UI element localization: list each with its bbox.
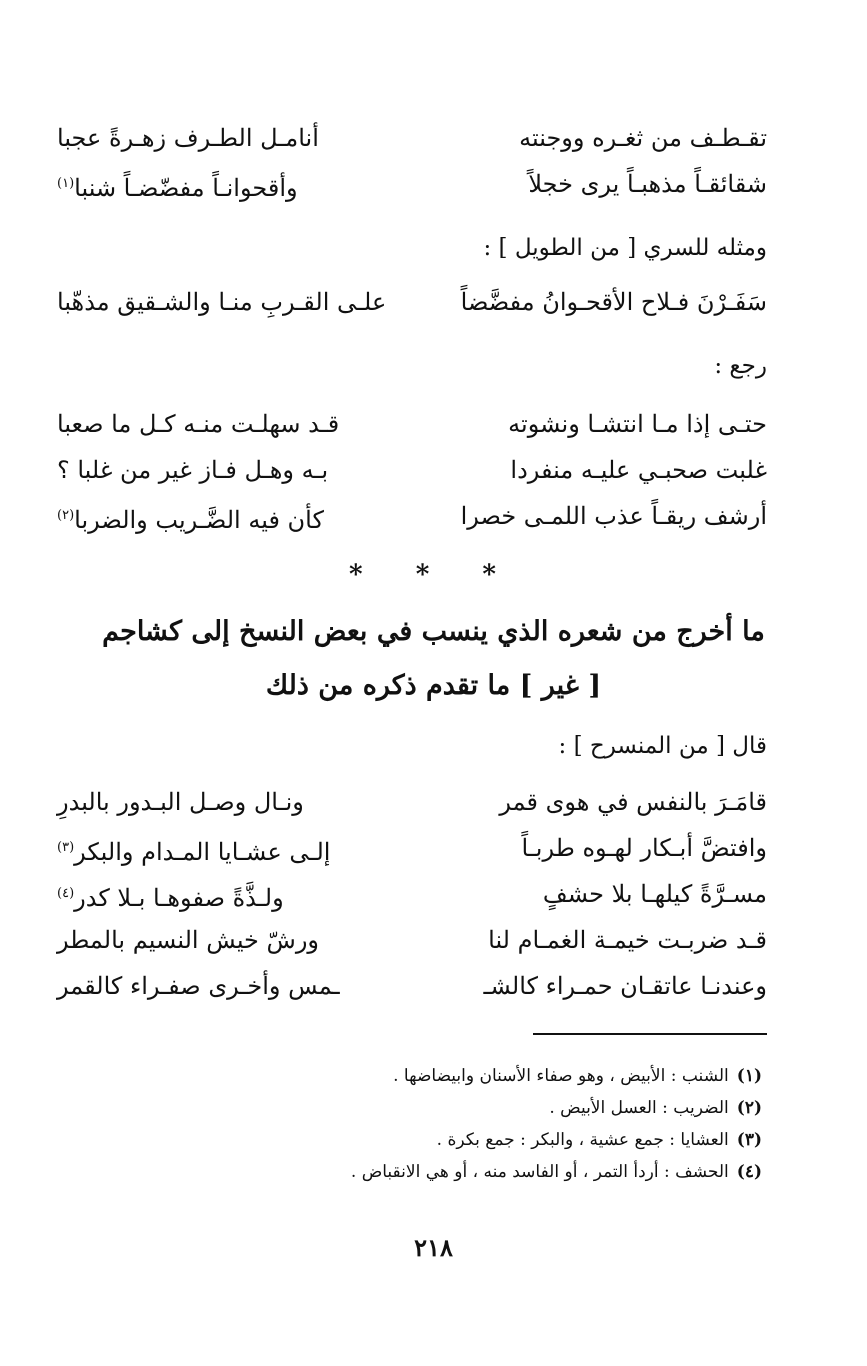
second-hemistich: ونـال وصـل البـدور بالبدرِ <box>57 788 304 816</box>
section-separator: * * * <box>349 560 518 590</box>
first-hemistich: شقائقـاً مذهبـاً يرى خجلاً <box>528 170 767 198</box>
section-subheading: [ غير ] ما تقدم ذكره من ذلك <box>265 670 602 701</box>
first-hemistich: قامَـرَ بالنفس في هوى قمر <box>499 788 767 816</box>
meter-line: قال [ من المنسرح ] : <box>558 733 767 759</box>
verse-line <box>57 282 767 328</box>
verse-line <box>57 874 767 920</box>
poem-3 <box>57 404 767 542</box>
footnote-marker: (٣) <box>57 840 75 855</box>
footnote-marker: (٢) <box>57 508 75 523</box>
second-hemistich: كأن فيه الضَّـريب والضربا$^{(٢)}$ <box>57 506 324 534</box>
footnotes <box>62 1060 762 1188</box>
footnote-divider <box>533 1033 767 1035</box>
verse-line <box>57 920 767 966</box>
second-hemistich: ولـذَّةً صفوهـا بـلا كدر$^{(٤)}$ <box>57 884 284 912</box>
verse-line <box>57 164 767 210</box>
poem-1 <box>57 118 767 210</box>
second-hemistich: وأقحوانـاً مفضّضـاً شنبا$^{(١)}$ <box>57 174 298 202</box>
second-hemistich: ـمس وأخـرى صفـراء كالقمر <box>57 972 340 1000</box>
attribution-line: ومثله للسري [ من الطويل ] : <box>483 235 767 261</box>
first-hemistich: أرشف ريقـاً عذب اللمـى خصرا <box>460 502 767 530</box>
poem-4 <box>57 782 767 1012</box>
footnote-text: الشنب : الأبيض ، وهو صفاء الأسنان وابيضاضها . <box>393 1066 729 1086</box>
verse-line <box>57 966 767 1012</box>
verse-line <box>57 118 767 164</box>
section-heading: ما أخرج من شعره الذي ينسب في بعض النسخ إلى كشاجم <box>102 616 765 647</box>
first-hemistich: سَفَـرْنَ فـلاح الأقحـوانُ مفضَّضاً <box>460 288 767 316</box>
verse-line <box>57 828 767 874</box>
verse-line <box>57 782 767 828</box>
footnote-number: (١) <box>736 1066 762 1086</box>
first-hemistich: غلبت صحبـي عليـه منفردا <box>510 456 767 484</box>
second-hemistich: إلـى عشـايا المـدام والبكر$^{(٣)}$ <box>57 838 331 866</box>
footnote-number: (٢) <box>736 1098 762 1118</box>
footnote-marker: (١) <box>57 176 75 191</box>
footnote <box>62 1124 762 1156</box>
footnote-number: (٣) <box>736 1130 762 1150</box>
second-hemistich: ورشّ خيش النسيم بالمطر <box>57 926 319 954</box>
second-hemistich: علـى القـربِ منـا والشـقيق مذهّبا <box>57 288 387 316</box>
first-hemistich: تقـطـف من ثغـره ووجنته <box>519 124 767 152</box>
footnote-number: (٤) <box>736 1162 762 1182</box>
footnote <box>62 1156 762 1188</box>
first-hemistich: وعندنـا عاتقـان حمـراء كالشـ <box>483 972 767 1000</box>
first-hemistich: مسـرَّةً كيلهـا بلا حشفٍ <box>542 880 767 908</box>
first-hemistich: وافتضَّ أبـكار لهـوه طربـاً <box>521 834 767 862</box>
second-hemistich: قـد سهلـت منـه كـل ما صعبا <box>57 410 340 438</box>
footnote-marker: (٤) <box>57 886 75 901</box>
footnote-text: العشايا : جمع عشية ، والبكر : جمع بكرة . <box>436 1130 729 1150</box>
verse-line <box>57 450 767 496</box>
verse-line <box>57 496 767 542</box>
return-label: رجع : <box>714 353 767 379</box>
second-hemistich: بـه وهـل فـاز غير من غلبا ؟ <box>57 456 329 484</box>
footnote <box>62 1092 762 1124</box>
first-hemistich: قـد ضربـت خيمـة الغمـام لنا <box>488 926 767 954</box>
page-number: ٢١٨ <box>414 1233 453 1262</box>
footnote <box>62 1060 762 1092</box>
first-hemistich: حتـى إذا مـا انتشـا ونشوته <box>508 410 767 438</box>
second-hemistich: أنامـل الطـرف زهـرةً عجبا <box>57 124 319 152</box>
poem-2 <box>57 282 767 328</box>
verse-line <box>57 404 767 450</box>
footnote-text: الحشف : أردأ التمر ، أو الفاسد منه ، أو هي الانقباض . <box>350 1162 729 1182</box>
footnote-text: الضريب : العسل الأبيض . <box>549 1098 729 1118</box>
